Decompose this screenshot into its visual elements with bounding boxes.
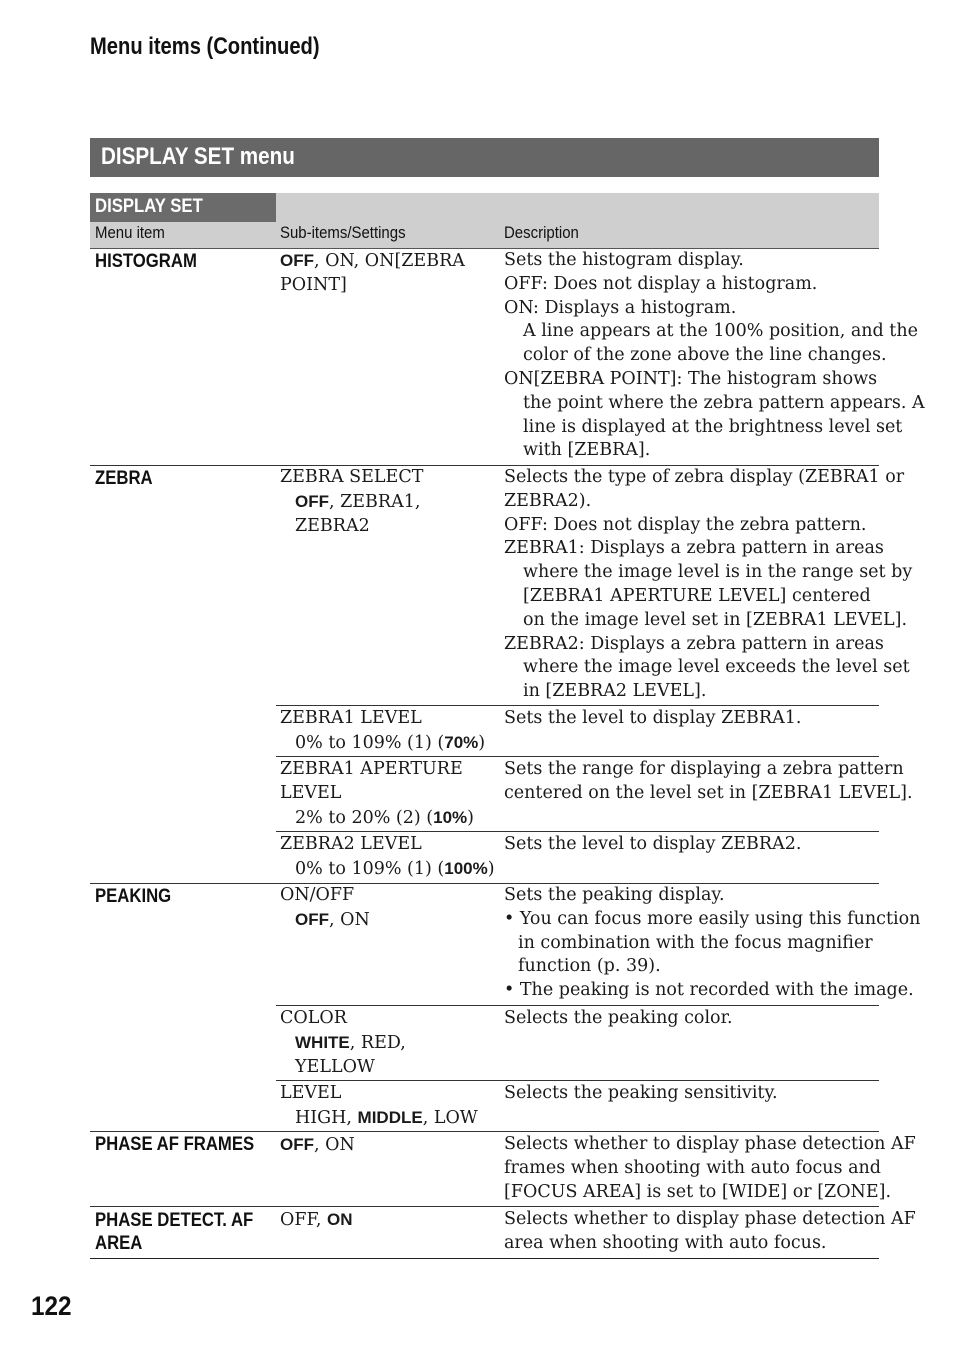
- default-value: WHITE: [295, 1032, 350, 1052]
- zebra-select-settings: [280, 466, 495, 538]
- default-value: 100%: [444, 858, 488, 878]
- zebra1-aperture-description: [504, 758, 913, 806]
- settings-text: ): [478, 732, 486, 753]
- description-line: on the image level set in [ZEBRA1 LEVEL].: [523, 609, 908, 630]
- description-line: • The peaking is not recorded with the image.: [504, 980, 914, 1001]
- peaking-level-settings: [280, 1082, 495, 1131]
- peaking-onoff-settings: [280, 884, 495, 933]
- sub-item-label: ZEBRA1 APERTURE: [280, 759, 463, 779]
- sub-item-label: COLOR: [280, 1008, 347, 1028]
- histogram-settings: [280, 249, 495, 298]
- description-line: color of the zone above the line changes.: [523, 345, 887, 366]
- table-tab-label: DISPLAY SET: [95, 196, 203, 217]
- settings-text: OFF,: [280, 1210, 328, 1230]
- description-line: Selects whether to display phase detection AF: [504, 1209, 916, 1229]
- sub-row-divider: [276, 831, 879, 832]
- zebra1-aperture-settings: [280, 758, 495, 830]
- section-bar: [90, 138, 879, 177]
- settings-text: 2% to 20% (2) (: [295, 807, 434, 828]
- table-bottom-border: [90, 1258, 879, 1259]
- column-header-description: Description: [504, 223, 579, 242]
- description-line: in combination with the focus magnifier: [518, 932, 873, 953]
- description-line: • You can focus more easily using this function: [504, 908, 921, 929]
- description-line: Selects whether to display phase detection AF: [504, 1134, 916, 1154]
- peaking-level-description: [504, 1082, 884, 1106]
- page-header: Menu items (Continued): [90, 33, 320, 60]
- phase-af-frames-settings: [280, 1133, 495, 1158]
- description-line: [FOCUS AREA] is set to [WIDE] or [ZONE].: [504, 1181, 892, 1202]
- table-tab: [90, 193, 276, 222]
- description-line: where the image level exceeds the level set: [523, 657, 910, 678]
- default-value: 10%: [433, 807, 468, 827]
- settings-text: 0% to 109% (1) (: [295, 858, 445, 879]
- description-line: ZEBRA1: Displays a zebra pattern in areas: [504, 538, 884, 559]
- description-line: line is displayed at the brightness level set: [523, 416, 903, 437]
- settings-text: , ON: [314, 1135, 355, 1155]
- description-line: ZEBRA2: Displays a zebra pattern in areas: [504, 633, 884, 654]
- menu-item-phase-detect-af-area: [95, 1209, 271, 1255]
- page-number: 122: [31, 1291, 72, 1321]
- settings-text: , ZEBRA1,: [329, 491, 421, 512]
- menu-item-label: PHASE DETECT. AF: [95, 1210, 254, 1231]
- default-value: OFF: [280, 251, 314, 270]
- sub-item-label: ZEBRA SELECT: [280, 467, 424, 487]
- description-line: ZEBRA2).: [504, 490, 592, 511]
- default-value: MIDDLE: [357, 1107, 423, 1127]
- settings-text: ZEBRA2: [295, 515, 370, 536]
- sub-item-label: ZEBRA1 LEVEL: [280, 708, 422, 728]
- description-line: frames when shooting with auto focus and: [504, 1157, 882, 1178]
- settings-text: ): [467, 807, 474, 828]
- description-line: OFF: Does not display a histogram.: [504, 273, 818, 294]
- sub-row-divider: [276, 756, 879, 757]
- default-value: OFF: [295, 491, 329, 511]
- peaking-color-settings: [280, 1007, 495, 1079]
- settings-text: , RED,: [349, 1032, 406, 1053]
- phase-af-frames-description: [504, 1133, 916, 1204]
- sub-row-divider: [276, 1005, 879, 1006]
- histogram-description: [504, 249, 925, 463]
- description-line: centered on the level set in [ZEBRA1 LEVEL].: [504, 782, 913, 803]
- peaking-onoff-description: [504, 884, 921, 1003]
- section-title: DISPLAY SET menu: [101, 143, 295, 170]
- column-header-sub-items: Sub-items/Settings: [280, 223, 406, 242]
- settings-text: HIGH,: [295, 1107, 358, 1128]
- description-line: A line appears at the 100% position, and the: [523, 321, 918, 342]
- sub-item-label: ZEBRA2 LEVEL: [280, 834, 422, 854]
- description-line: Sets the histogram display.: [504, 250, 744, 270]
- default-value: OFF: [280, 1135, 314, 1154]
- zebra2-level-description: [504, 833, 884, 857]
- row-divider: [90, 1206, 879, 1207]
- description-line: where the image level is in the range set by: [523, 562, 913, 583]
- description-line: ON[ZEBRA POINT]: The histogram shows: [504, 368, 878, 389]
- description-line: with [ZEBRA].: [523, 440, 651, 461]
- description-line: Selects the peaking color.: [504, 1008, 733, 1028]
- zebra-select-description: [504, 466, 913, 704]
- description-line: in [ZEBRA2 LEVEL].: [523, 681, 707, 702]
- phase-detect-af-area-settings: [280, 1208, 495, 1233]
- settings-text: ): [487, 858, 495, 879]
- menu-item-phase-af-frames: PHASE AF FRAMES: [95, 1134, 255, 1155]
- description-line: the point where the zebra pattern appears. A: [523, 392, 925, 413]
- settings-text: , LOW: [422, 1107, 478, 1128]
- description-line: ON: Displays a histogram.: [504, 297, 737, 318]
- description-line: function (p. 39).: [518, 956, 661, 977]
- zebra1-level-description: [504, 707, 884, 731]
- settings-text: , ON, ON[ZEBRA: [314, 251, 465, 271]
- sub-item-label: LEVEL: [280, 782, 342, 803]
- settings-text: POINT]: [280, 274, 347, 295]
- description-line: Selects the type of zebra display (ZEBRA1 or: [504, 467, 905, 487]
- menu-item-histogram: HISTOGRAM: [95, 251, 197, 272]
- row-divider: [90, 1131, 879, 1132]
- menu-item-zebra: ZEBRA: [95, 468, 153, 489]
- sub-row-divider: [276, 1080, 879, 1081]
- sub-row-divider: [276, 705, 879, 706]
- default-value: ON: [327, 1210, 353, 1229]
- settings-text: YELLOW: [295, 1056, 375, 1077]
- menu-item-peaking: PEAKING: [95, 886, 172, 907]
- description-line: Sets the level to display ZEBRA2.: [504, 834, 802, 854]
- description-line: Sets the level to display ZEBRA1.: [504, 708, 802, 728]
- description-line: Selects the peaking sensitivity.: [504, 1083, 778, 1103]
- description-line: Sets the range for displaying a zebra pattern: [504, 759, 904, 779]
- default-value: 70%: [444, 732, 479, 752]
- default-value: OFF: [295, 909, 329, 929]
- menu-item-label: AREA: [95, 1233, 143, 1254]
- zebra2-level-settings: [280, 833, 495, 882]
- description-line: OFF: Does not display the zebra pattern.: [504, 514, 867, 535]
- settings-text: 0% to 109% (1) (: [295, 732, 445, 753]
- zebra1-level-settings: [280, 707, 495, 756]
- phase-detect-af-area-description: [504, 1208, 916, 1256]
- description-line: area when shooting with auto focus.: [504, 1232, 827, 1253]
- table-header: [90, 193, 879, 249]
- description-line: Sets the peaking display.: [504, 885, 725, 905]
- peaking-color-description: [504, 1007, 884, 1031]
- settings-text: , ON: [329, 909, 370, 930]
- sub-item-label: ON/OFF: [280, 885, 355, 905]
- description-line: [ZEBRA1 APERTURE LEVEL] centered: [523, 585, 871, 606]
- sub-item-label: LEVEL: [280, 1083, 342, 1103]
- column-header-menu-item: Menu item: [95, 223, 165, 242]
